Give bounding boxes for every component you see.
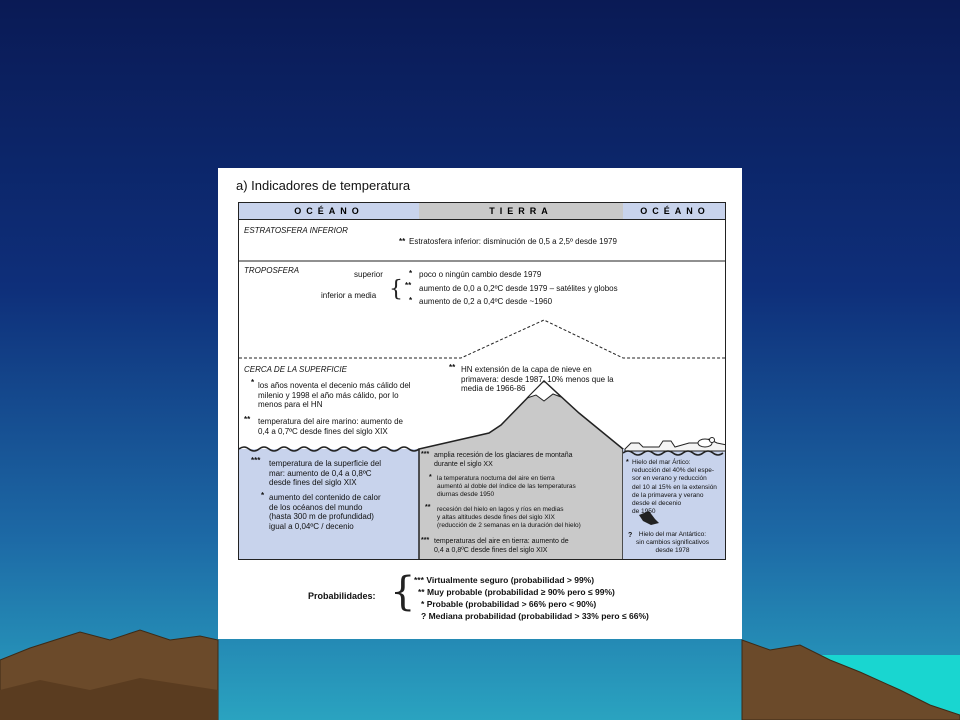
- stratosphere-label: ESTRATOSFERA INFERIOR: [244, 226, 348, 235]
- legend-row-2: [418, 587, 615, 597]
- legend-row-3: [421, 599, 596, 609]
- surface-boundary: [239, 320, 726, 358]
- legend-row-1: [414, 575, 594, 585]
- antarctic-marker: ?: [628, 532, 633, 539]
- legend-row-4-text: Mediana probabilidad (probabilidad > 33% pero ≤ 66%): [428, 611, 649, 621]
- marine-air-marker: **: [244, 415, 251, 424]
- heat-marker: *: [261, 491, 265, 500]
- header-ocean-right: OCÉANO: [623, 203, 726, 220]
- decade-text: los años noventa el decenio más cálido del milenio y 1998 el año más cálido, por lo menos para el HN: [258, 381, 411, 409]
- troposphere-lower-2-text: aumento de 0,2 a 0,4ºC desde ~1960: [419, 297, 553, 306]
- legend-label: Probabilidades:: [308, 591, 376, 601]
- troposphere-upper-label: superior: [354, 270, 383, 279]
- land-air-marker: ***: [421, 537, 430, 544]
- stratosphere-text: Estratosfera inferior: disminución de 0,5 a 2,5º desde 1979: [409, 237, 617, 246]
- land-air-text: temperaturas del aire en tierra: aumento de 0,4 a 0,8ºC desde fines del siglo XIX: [434, 538, 569, 554]
- legend-row-2-marker: **: [418, 587, 425, 597]
- mountain-shape: [419, 381, 623, 560]
- temperature-indicators-figure: [218, 168, 742, 639]
- sst-marker: ***: [251, 456, 261, 465]
- legend-row-3-text: Probable (probabilidad > 66% pero < 90%): [426, 599, 597, 609]
- night-text: la temperatura nocturna del aire en tierra aumentó al doble del índice de las temperaturas diurnas desde 1950: [437, 475, 576, 498]
- decade-marker: *: [251, 378, 255, 387]
- troposphere-lower-1-marker: **: [405, 281, 412, 290]
- legend-row-4: [421, 611, 649, 621]
- antarctic-text: Hielo del mar Antártico: sin cambios significativos desde 1978: [636, 531, 709, 555]
- legend-row-3-marker: *: [421, 599, 425, 609]
- legend-row-1-marker: ***: [414, 575, 424, 585]
- header-ocean-left: OCÉANO: [239, 203, 420, 220]
- stratosphere-marker: **: [399, 237, 406, 246]
- snow-marker: **: [449, 363, 456, 372]
- glacier-text: amplia recesión de los glaciares de montaña durante el siglo XX: [434, 452, 573, 468]
- legend-row-2-text: Muy probable (probabilidad ≥ 90% pero ≤ 99%): [427, 587, 615, 597]
- troposphere-label: TROPOSFERA: [244, 266, 300, 275]
- troposphere-upper-marker: *: [409, 269, 413, 278]
- legend-row-4-marker: ?: [421, 611, 427, 621]
- heat-text: aumento del contenido de calor de los océanos del mundo (hasta 300 m de profundidad) igual a 0,04ºC / decenio: [269, 493, 381, 531]
- lake-ice-text: recesión del hielo en lagos y ríos en medias y altas altitudes desde fines del siglo XIX (reducción de 2 semanas en la duración del hielo): [437, 506, 581, 529]
- arctic-marker: *: [626, 459, 629, 466]
- troposphere-lower-label: inferior a media: [321, 291, 377, 300]
- troposphere-lower-1-text: aumento de 0,0 a 0,2ºC desde 1979 – satélites y globos: [419, 284, 618, 293]
- troposphere-upper-text: poco o ningún cambio desde 1979: [419, 270, 542, 279]
- night-marker: *: [429, 474, 432, 481]
- sst-text: temperatura de la superficie del mar: aumento de 0,4 a 0,8ºC desde fines del siglo XIX: [269, 459, 382, 487]
- troposphere-lower-2-marker: *: [409, 296, 413, 305]
- indicator-frame: [238, 202, 726, 560]
- lake-ice-marker: **: [425, 504, 431, 511]
- arctic-text: Hielo del mar Ártico: reducción del 40% del espe- sor en verano y reducción del 10 al 15% en la extensión de la primavera y verano desde el decenio de 1950: [632, 459, 717, 516]
- figure-title: a) Indicadores de temperatura: [236, 178, 411, 193]
- marine-air-text: temperatura del aire marino: aumento de 0,4 a 0,7ºC desde fines del siglo XIX: [258, 417, 403, 436]
- legend-row-1-text: Virtualmente seguro (probabilidad > 99%): [426, 575, 595, 585]
- glacier-marker: ***: [421, 451, 430, 458]
- surface-label: CERCA DE LA SUPERFICIE: [244, 365, 347, 374]
- troposphere-brace: {: [389, 277, 403, 302]
- header-land: TIERRA: [419, 203, 624, 220]
- legend-brace: {: [390, 569, 416, 615]
- snow-text: HN extensión de la capa de nieve en primavera: desde 1987, 10% menos que la media de 1966-86: [461, 365, 614, 393]
